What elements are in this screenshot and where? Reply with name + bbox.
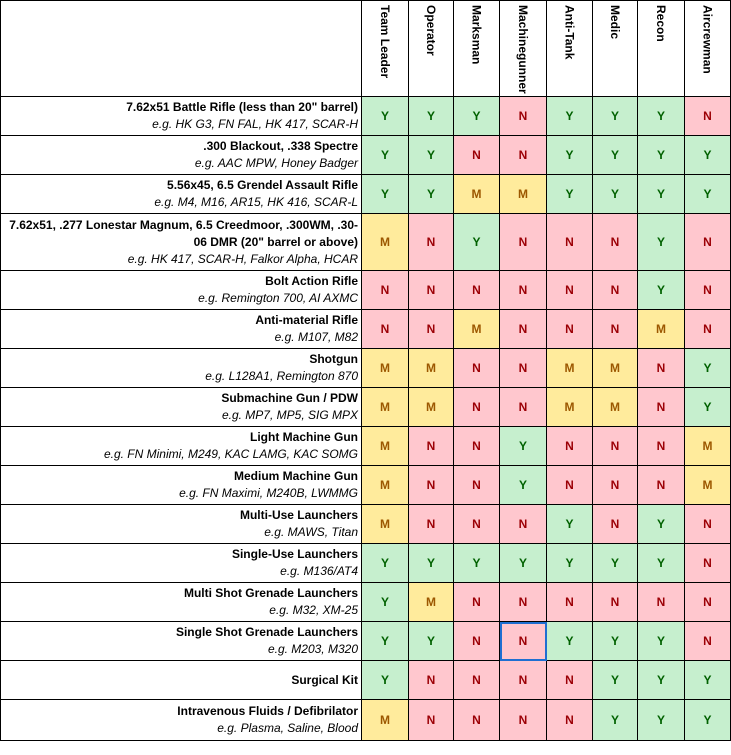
weapon-name: Submachine Gun / PDW (221, 391, 358, 405)
rating-cell[interactable]: N (500, 583, 547, 622)
rating-cell[interactable]: Y (547, 505, 593, 544)
table-row (1, 214, 731, 271)
rating-cell[interactable]: Y (547, 622, 593, 661)
weapon-cell[interactable] (1, 700, 362, 741)
role-label: Medic (608, 5, 622, 40)
role-header[interactable] (593, 1, 638, 97)
rating-cell[interactable]: N (409, 505, 454, 544)
rating-cell[interactable]: Y (638, 544, 685, 583)
weapon-cell[interactable] (1, 427, 362, 466)
weapon-name: 5.56x45, 6.5 Grendel Assault Rifle (167, 178, 358, 192)
weapon-example: e.g. M203, M320 (267, 642, 358, 656)
weapon-example: e.g. AAC MPW, Honey Badger (194, 156, 358, 170)
rating-cell[interactable]: N (500, 700, 547, 741)
rating-cell[interactable]: M (362, 700, 409, 741)
rating-cell[interactable]: M (593, 349, 638, 388)
rating-cell[interactable]: N (638, 349, 685, 388)
weapon-name: Shotgun (309, 352, 358, 366)
rating-cell[interactable]: N (500, 388, 547, 427)
rating-cell[interactable]: N (547, 271, 593, 310)
rating-cell[interactable]: M (547, 388, 593, 427)
rating-cell[interactable]: Y (409, 544, 454, 583)
weapon-name: .300 Blackout, .338 Spectre (203, 139, 358, 153)
weapon-cell[interactable] (1, 310, 362, 349)
rating-cell[interactable]: M (547, 349, 593, 388)
role-header[interactable] (454, 1, 500, 97)
rating-cell[interactable]: N (685, 622, 731, 661)
rating-cell[interactable]: N (593, 214, 638, 271)
table-row (1, 271, 731, 310)
rating-cell[interactable]: M (685, 427, 731, 466)
rating-cell[interactable]: N (454, 427, 500, 466)
role-header[interactable] (362, 1, 409, 97)
rating-cell[interactable]: Y (362, 583, 409, 622)
rating-cell[interactable]: Y (685, 175, 731, 214)
rating-cell[interactable]: N (454, 349, 500, 388)
role-header[interactable] (638, 1, 685, 97)
weapon-name: 7.62x51 Battle Rifle (less than 20" barrel) (126, 100, 358, 114)
rating-cell[interactable]: N (409, 466, 454, 505)
rating-cell[interactable]: N (685, 505, 731, 544)
rating-cell[interactable]: Y (638, 622, 685, 661)
rating-cell[interactable]: Y (362, 661, 409, 700)
rating-cell[interactable]: Y (685, 349, 731, 388)
rating-cell[interactable]: N (454, 700, 500, 741)
role-header[interactable] (685, 1, 731, 97)
rating-cell[interactable]: Y (547, 175, 593, 214)
role-header[interactable] (547, 1, 593, 97)
role-label: Aircrewman (700, 5, 715, 74)
rating-cell[interactable]: Y (685, 661, 731, 700)
rating-cell[interactable]: Y (547, 544, 593, 583)
rating-cell[interactable]: M (362, 427, 409, 466)
rating-cell[interactable]: Y (500, 466, 547, 505)
weapon-name: Intravenous Fluids / Defibrilator (177, 704, 358, 718)
weapon-cell[interactable] (1, 349, 362, 388)
rating-cell[interactable]: N (362, 271, 409, 310)
role-header[interactable] (409, 1, 454, 97)
rating-cell[interactable]: N (685, 214, 731, 271)
rating-cell[interactable]: Y (454, 214, 500, 271)
rating-cell[interactable]: N (500, 271, 547, 310)
weapon-cell[interactable] (1, 661, 362, 700)
rating-cell[interactable]: N (362, 310, 409, 349)
rating-cell[interactable]: N (409, 700, 454, 741)
table-row (1, 310, 731, 349)
rating-cell[interactable]: N (500, 310, 547, 349)
weapon-cell[interactable] (1, 271, 362, 310)
role-label: Operator (424, 5, 438, 56)
rating-cell[interactable]: M (362, 505, 409, 544)
weapon-cell[interactable] (1, 97, 362, 136)
rating-cell[interactable]: N (547, 214, 593, 271)
rating-cell[interactable]: Y (593, 700, 638, 741)
weapon-example: e.g. Remington 700, AI AXMC (198, 291, 358, 305)
rating-cell[interactable]: Y (593, 622, 638, 661)
rating-cell[interactable]: Y (638, 505, 685, 544)
weapon-example: e.g. Plasma, Saline, Blood (217, 721, 358, 735)
rating-cell[interactable]: M (409, 349, 454, 388)
rating-cell[interactable]: Y (638, 175, 685, 214)
rating-cell[interactable]: N (685, 97, 731, 136)
rating-cell[interactable]: Y (362, 175, 409, 214)
rating-cell[interactable]: N (500, 505, 547, 544)
rating-cell[interactable]: N (500, 349, 547, 388)
weapon-name: Anti-material Rifle (255, 313, 358, 327)
rating-cell[interactable]: M (362, 349, 409, 388)
rating-cell[interactable]: N (500, 622, 547, 661)
rating-cell[interactable]: Y (547, 136, 593, 175)
weapon-name: 7.62x51, .277 Lonestar Magnum, 6.5 Creedmoor, .300WM, .30-06 DMR (20" barrel or above) (9, 217, 358, 249)
role-label: Recon (654, 5, 668, 42)
rating-cell[interactable]: Y (593, 544, 638, 583)
rating-cell[interactable]: Y (638, 97, 685, 136)
rating-cell[interactable]: N (593, 466, 638, 505)
table-row (1, 175, 731, 214)
rating-cell[interactable]: N (454, 136, 500, 175)
rating-cell[interactable]: Y (685, 136, 731, 175)
rating-cell[interactable]: Y (593, 97, 638, 136)
rating-cell[interactable]: M (454, 310, 500, 349)
table-row (1, 544, 731, 583)
rating-cell[interactable]: Y (500, 544, 547, 583)
header-row (1, 1, 731, 97)
weapon-name: Multi-Use Launchers (239, 508, 358, 522)
weapon-example: e.g. M107, M82 (274, 330, 358, 344)
rating-cell[interactable]: M (409, 388, 454, 427)
weapon-cell[interactable] (1, 622, 362, 661)
weapon-example: e.g. M136/AT4 (280, 564, 358, 578)
weapon-example: e.g. HK G3, FN FAL, HK 417, SCAR-H (152, 117, 358, 131)
weapon-cell[interactable] (1, 583, 362, 622)
rating-cell[interactable]: Y (454, 544, 500, 583)
table-row (1, 700, 731, 741)
table-row (1, 97, 731, 136)
role-label: Team Leader (378, 5, 392, 79)
table-row (1, 583, 731, 622)
table-row (1, 661, 731, 700)
weapon-name: Single Shot Grenade Launchers (175, 625, 358, 639)
rating-cell[interactable]: N (409, 661, 454, 700)
weapon-name: Light Machine Gun (250, 430, 358, 444)
rating-cell[interactable]: Y (409, 136, 454, 175)
role-label: Machinegunner (516, 5, 530, 94)
rating-cell[interactable]: N (500, 661, 547, 700)
rating-cell[interactable]: N (638, 388, 685, 427)
rating-cell[interactable]: N (454, 661, 500, 700)
rating-cell[interactable]: N (409, 427, 454, 466)
weapon-name: Medium Machine Gun (233, 469, 358, 483)
rating-cell[interactable]: N (547, 310, 593, 349)
rating-cell[interactable]: N (547, 466, 593, 505)
rating-cell[interactable]: N (593, 583, 638, 622)
rating-cell[interactable]: N (409, 310, 454, 349)
table-row (1, 136, 731, 175)
rating-cell[interactable]: Y (362, 622, 409, 661)
weapon-name: Single-Use Launchers (231, 547, 358, 561)
weapon-example: e.g. L128A1, Remington 870 (205, 369, 358, 383)
matrix-body (1, 97, 731, 741)
rating-cell[interactable]: N (685, 544, 731, 583)
weapon-example: e.g. M4, M16, AR15, HK 416, SCAR-L (154, 195, 358, 209)
rating-cell[interactable]: N (547, 700, 593, 741)
rating-cell[interactable]: M (638, 310, 685, 349)
rating-cell[interactable]: N (547, 427, 593, 466)
rating-cell[interactable]: N (409, 214, 454, 271)
table-row (1, 349, 731, 388)
table-row (1, 427, 731, 466)
weapon-cell[interactable] (1, 505, 362, 544)
rating-cell[interactable]: Y (593, 175, 638, 214)
rating-cell[interactable]: Y (638, 136, 685, 175)
rating-cell[interactable]: N (593, 310, 638, 349)
weapon-cell[interactable] (1, 136, 362, 175)
weapon-cell[interactable] (1, 388, 362, 427)
role-label: Marksman (469, 5, 484, 65)
rating-cell[interactable]: Y (638, 271, 685, 310)
rating-cell[interactable]: N (454, 466, 500, 505)
rating-cell[interactable]: Y (685, 700, 731, 741)
rating-cell[interactable]: M (362, 214, 409, 271)
rating-cell[interactable]: Y (362, 544, 409, 583)
weapon-example: e.g. HK 417, SCAR-H, Falkor Alpha, HCAR (127, 251, 358, 266)
weapon-cell[interactable] (1, 175, 362, 214)
rating-cell[interactable]: Y (454, 97, 500, 136)
rating-cell[interactable]: Y (409, 622, 454, 661)
rating-cell[interactable]: Y (547, 97, 593, 136)
rating-cell[interactable]: N (454, 505, 500, 544)
rating-cell[interactable]: N (500, 97, 547, 136)
weapon-cell[interactable] (1, 214, 362, 271)
rating-cell[interactable]: Y (638, 214, 685, 271)
rating-cell[interactable]: N (638, 466, 685, 505)
weapon-example: e.g. MAWS, Titan (264, 525, 358, 539)
rating-cell[interactable]: M (409, 583, 454, 622)
rating-cell[interactable]: M (362, 388, 409, 427)
weapon-example: e.g. M32, XM-25 (269, 603, 358, 617)
weapon-cell[interactable] (1, 466, 362, 505)
rating-cell[interactable]: M (593, 388, 638, 427)
role-header[interactable] (500, 1, 547, 97)
role-label: Anti-Tank (562, 5, 577, 60)
table-row (1, 505, 731, 544)
weapon-cell[interactable] (1, 544, 362, 583)
weapon-name: Bolt Action Rifle (265, 274, 358, 288)
weapon-example: e.g. FN Maximi, M240B, LWMMG (179, 486, 358, 500)
table-row (1, 466, 731, 505)
rating-cell[interactable]: Y (409, 97, 454, 136)
weapon-example: e.g. FN Minimi, M249, KAC LAMG, KAC SOMG (103, 447, 358, 461)
rating-cell[interactable]: N (454, 583, 500, 622)
rating-cell[interactable]: N (500, 214, 547, 271)
rating-cell[interactable]: N (593, 427, 638, 466)
rating-cell[interactable]: Y (362, 97, 409, 136)
rating-cell[interactable]: N (638, 427, 685, 466)
weapon-example: e.g. MP7, MP5, SIG MPX (221, 408, 358, 422)
rating-cell[interactable]: N (685, 271, 731, 310)
rating-cell[interactable]: M (454, 175, 500, 214)
rating-cell[interactable]: N (454, 388, 500, 427)
rating-cell[interactable]: N (547, 661, 593, 700)
rating-cell[interactable]: N (409, 271, 454, 310)
weapon-name: Multi Shot Grenade Launchers (183, 586, 358, 600)
rating-cell[interactable]: M (500, 175, 547, 214)
corner-cell[interactable] (1, 1, 362, 97)
rating-cell[interactable]: N (593, 505, 638, 544)
rating-cell[interactable]: N (638, 583, 685, 622)
rating-cell[interactable]: Y (638, 700, 685, 741)
rating-cell[interactable]: Y (593, 661, 638, 700)
rating-cell[interactable]: N (685, 583, 731, 622)
weapon-name: Surgical Kit (291, 672, 358, 687)
rating-cell[interactable]: M (362, 466, 409, 505)
rating-cell[interactable]: N (685, 310, 731, 349)
rating-cell[interactable]: N (454, 271, 500, 310)
rating-cell[interactable]: Y (685, 388, 731, 427)
rating-cell[interactable]: N (500, 136, 547, 175)
rating-cell[interactable]: N (547, 583, 593, 622)
rating-cell[interactable]: N (593, 271, 638, 310)
rating-cell[interactable]: N (454, 622, 500, 661)
rating-cell[interactable]: Y (362, 136, 409, 175)
rating-cell[interactable]: M (685, 466, 731, 505)
table-row (1, 388, 731, 427)
table-row (1, 622, 731, 661)
rating-cell[interactable]: Y (638, 661, 685, 700)
rating-cell[interactable]: Y (500, 427, 547, 466)
rating-cell[interactable]: Y (593, 136, 638, 175)
rating-cell[interactable]: Y (409, 175, 454, 214)
